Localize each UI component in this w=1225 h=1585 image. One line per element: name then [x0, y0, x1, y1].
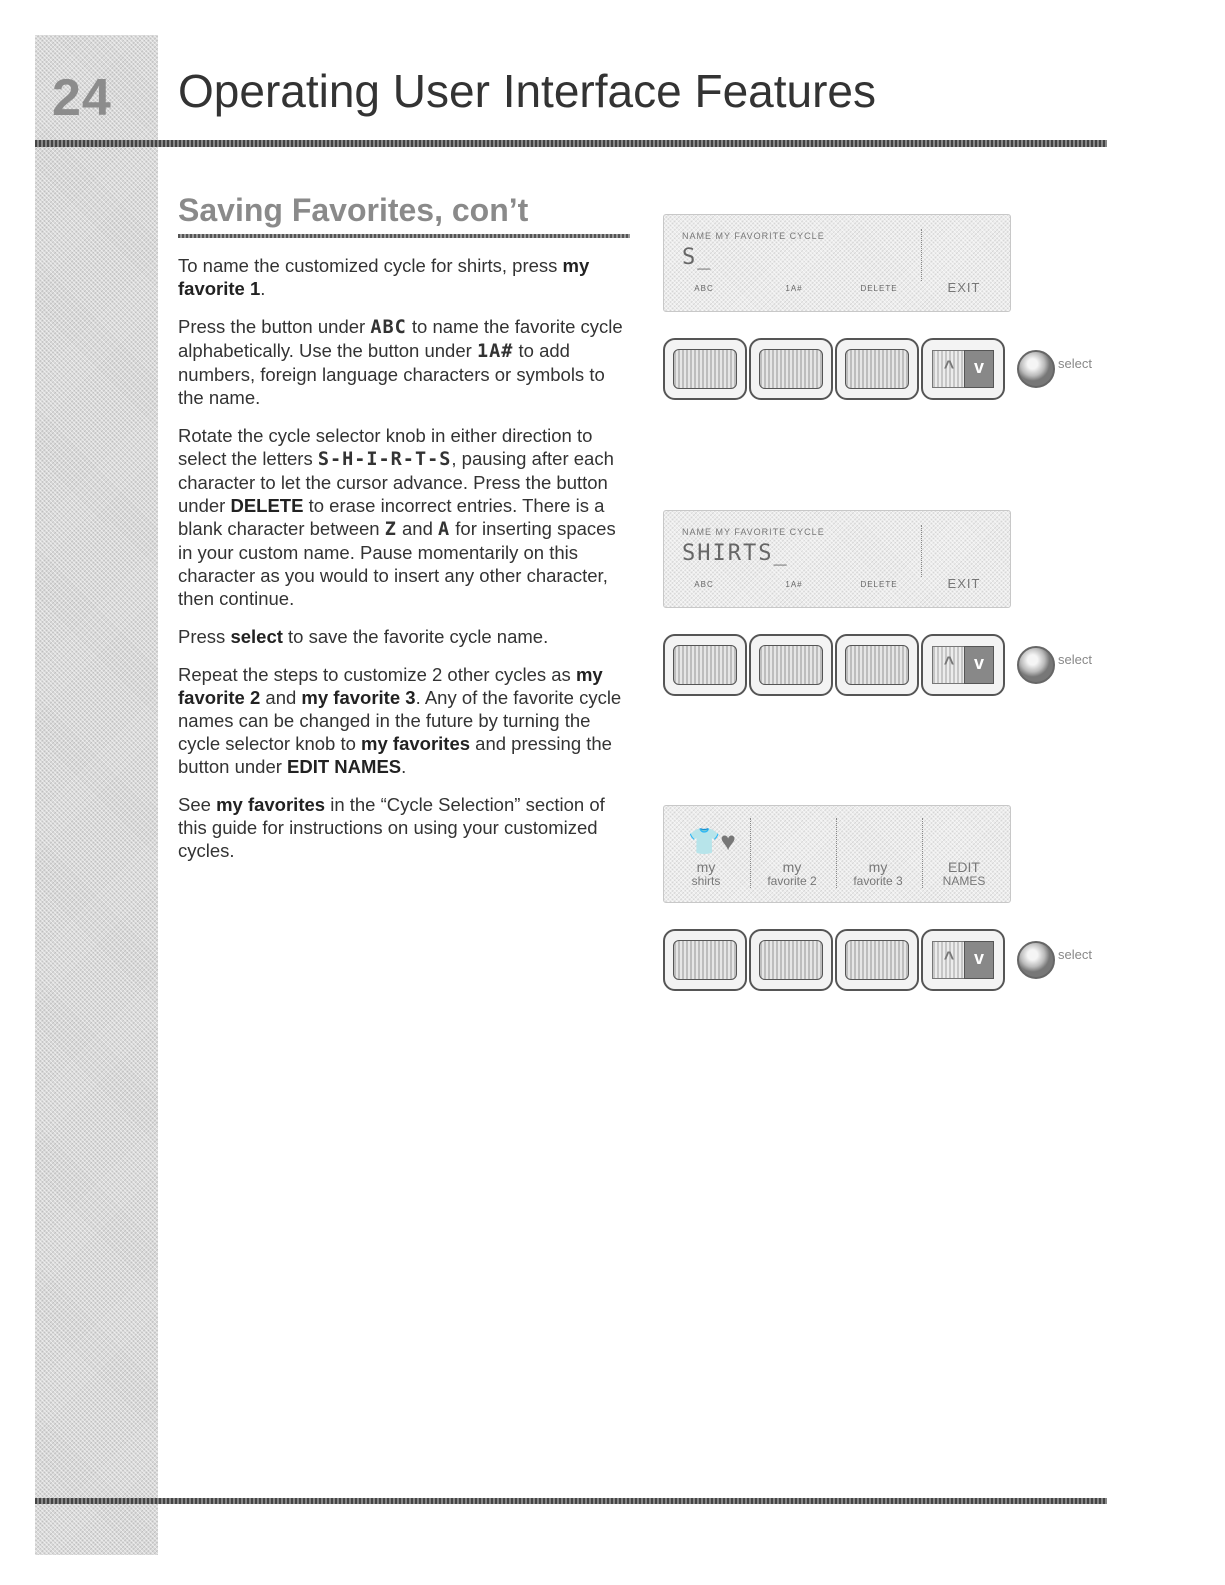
select-label: select — [1058, 356, 1092, 371]
paragraph-2 — [178, 315, 634, 409]
cell-line-1: my — [782, 859, 802, 875]
footer-rule — [35, 1498, 1107, 1504]
section-title: Saving Favorites, con’t — [178, 192, 529, 228]
label-delete: DELETE — [860, 580, 898, 589]
page-title: Operating User Interface Features — [178, 65, 876, 117]
lcd-display-1 — [663, 214, 1011, 312]
lcd-term: A — [438, 519, 451, 540]
arrow-down-glyph: v — [973, 357, 984, 377]
display-divider — [921, 525, 923, 577]
bold-term: EDIT NAMES — [287, 756, 402, 777]
softkey-button-3[interactable] — [835, 634, 919, 696]
button-face — [845, 645, 909, 685]
favorite-cell-3 — [836, 818, 920, 888]
text: for inserting spaces in your custom name. Pause momentarily on this character as you would to insert any other character, then continue. — [178, 518, 616, 609]
text: Press the button under — [178, 316, 371, 337]
label-abc: ABC — [694, 284, 714, 293]
arrow-down-glyph: v — [973, 948, 984, 968]
arrow-up-icon[interactable] — [932, 646, 966, 684]
softkey-button-1[interactable] — [663, 929, 747, 991]
cell-line-2: NAMES — [942, 874, 986, 888]
cell-line-2: shirts — [691, 874, 721, 888]
arrow-button[interactable] — [921, 338, 1005, 400]
lcd-term: 1A# — [476, 341, 514, 362]
button-face — [845, 940, 909, 980]
body-text — [178, 254, 634, 877]
button-row-1 — [663, 338, 1103, 408]
text: and — [396, 518, 439, 539]
section-rule — [178, 234, 630, 238]
text: , pausing after each character to let the cursor advance. Press the button under — [178, 448, 614, 516]
favorite-cell-2 — [750, 818, 834, 888]
softkey-button-1[interactable] — [663, 634, 747, 696]
softkey-button-3[interactable] — [835, 929, 919, 991]
arrow-up-glyph: ^ — [943, 357, 955, 377]
button-face — [845, 349, 909, 389]
button-face — [673, 645, 737, 685]
cell-line-2: favorite 2 — [767, 874, 817, 888]
arrow-button[interactable] — [921, 634, 1005, 696]
softkey-button-2[interactable] — [749, 929, 833, 991]
text: to save the favorite cycle name. — [282, 626, 549, 647]
text: . Any of the favorite cycle names can be changed in the future by turning the cycle selector knob to — [178, 687, 622, 754]
lcd-term: ABC — [370, 317, 407, 338]
arrow-down-icon[interactable] — [964, 350, 994, 388]
header-rule — [35, 140, 1107, 147]
label-delete: DELETE — [860, 284, 898, 293]
text: . — [401, 756, 407, 777]
paragraph-5 — [178, 663, 634, 778]
button-face — [759, 940, 823, 980]
paragraph-1 — [178, 254, 634, 300]
label-1a: 1A# — [785, 284, 803, 293]
bold-term: select — [230, 626, 283, 647]
page-number: 24 — [52, 69, 112, 127]
button-face — [759, 349, 823, 389]
lcd-display-3 — [663, 805, 1011, 903]
arrow-up-glyph: ^ — [943, 653, 955, 673]
text: and pressing the button under — [178, 733, 612, 777]
softkey-button-3[interactable] — [835, 338, 919, 400]
cell-line-1: my — [696, 859, 716, 875]
bold-term: my favorite 1 — [178, 255, 590, 299]
shirt-heart-icon: 👕♥ — [688, 826, 736, 856]
bold-term: DELETE — [230, 495, 304, 516]
label-abc: ABC — [694, 580, 714, 589]
select-knob[interactable] — [1017, 941, 1055, 979]
text: See — [178, 794, 217, 815]
label-exit: EXIT — [947, 280, 981, 295]
text: to name the favorite cycle alphabetically. Use the button under — [178, 316, 623, 361]
cell-line-1: my — [868, 859, 888, 875]
text: To name the customized cycle for shirts, press — [178, 255, 563, 276]
button-face — [759, 645, 823, 685]
text: Press — [178, 626, 231, 647]
softkey-button-1[interactable] — [663, 338, 747, 400]
button-face — [673, 940, 737, 980]
cell-line-2: favorite 3 — [853, 874, 903, 888]
label-exit: EXIT — [947, 576, 981, 591]
paragraph-3 — [178, 424, 634, 610]
arrow-up-icon[interactable] — [932, 941, 966, 979]
text: to erase incorrect entries. There is a blank character between — [178, 495, 605, 539]
arrow-button[interactable] — [921, 929, 1005, 991]
select-label: select — [1058, 652, 1092, 667]
arrow-down-icon[interactable] — [964, 941, 994, 979]
edit-names-cell — [922, 818, 1006, 888]
arrow-down-glyph: v — [973, 653, 984, 673]
arrow-up-glyph: ^ — [943, 948, 955, 968]
select-knob[interactable] — [1017, 350, 1055, 388]
bold-term: my favorites — [361, 733, 471, 754]
arrow-down-icon[interactable] — [964, 646, 994, 684]
label-1a: 1A# — [785, 580, 803, 589]
select-knob[interactable] — [1017, 646, 1055, 684]
button-face — [673, 349, 737, 389]
lcd-display-2 — [663, 510, 1011, 608]
bold-term: my favorite 3 — [301, 687, 416, 708]
button-row-3 — [663, 929, 1103, 999]
softkey-button-2[interactable] — [749, 338, 833, 400]
softkey-button-2[interactable] — [749, 634, 833, 696]
paragraph-4 — [178, 625, 634, 648]
cell-line-1: EDIT — [948, 859, 980, 875]
display-title: NAME MY FAVORITE CYCLE — [682, 527, 825, 537]
display-entry: S_ — [682, 245, 713, 270]
favorite-cell-1 — [664, 818, 748, 888]
sidebar-bar — [35, 35, 158, 1555]
display-labels — [664, 576, 1010, 594]
text: . — [260, 278, 266, 299]
text: Repeat the steps to customize 2 other cycles as — [178, 664, 576, 685]
text: to add numbers, foreign language characters or symbols to the name. — [178, 340, 605, 408]
arrow-up-icon[interactable] — [932, 350, 966, 388]
display-divider — [921, 229, 923, 281]
text: Rotate the cycle selector knob in either direction to select the letters — [178, 425, 593, 469]
display-entry: SHIRTS_ — [682, 541, 789, 566]
bold-term: my favorites — [216, 794, 326, 815]
text: and — [260, 687, 302, 708]
display-title: NAME MY FAVORITE CYCLE — [682, 231, 825, 241]
display-labels — [664, 280, 1010, 298]
select-label: select — [1058, 947, 1092, 962]
bold-term: my favorite 2 — [178, 664, 603, 708]
lcd-term: S-H-I-R-T-S — [317, 449, 452, 470]
paragraph-6 — [178, 793, 634, 862]
button-row-2 — [663, 634, 1103, 704]
lcd-term: Z — [384, 519, 397, 540]
text: in the “Cycle Selection” section of this guide for instructions on using your customized cycles. — [178, 794, 605, 861]
